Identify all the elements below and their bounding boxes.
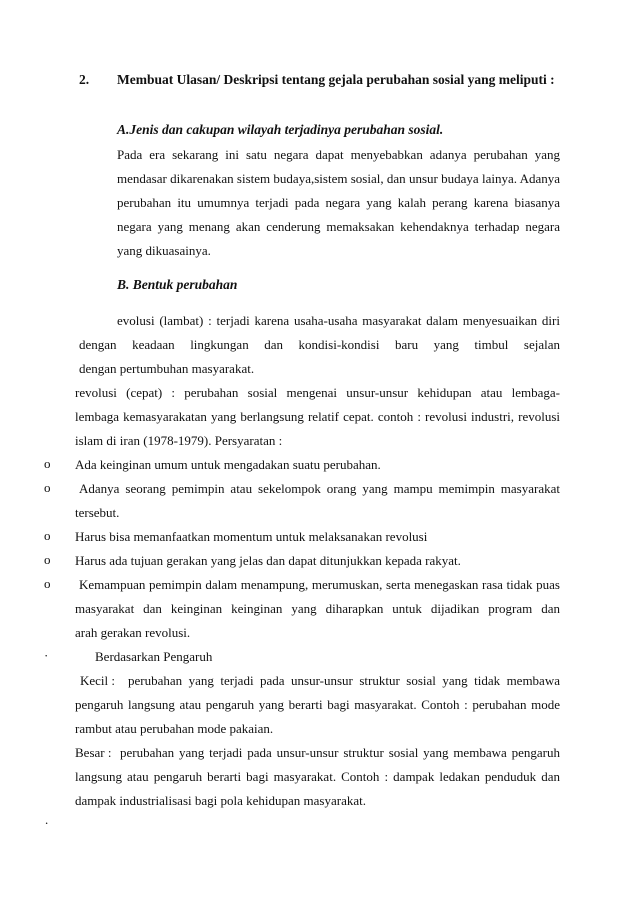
requirement-line: Adanya seorang pemimpin atau sekelompok orang yang mampu memimpin masyarakat [79, 481, 560, 496]
bullet-marker: o [44, 552, 51, 567]
evolusi-line: evolusi (lambat) : terjadi karena usaha-usaha masyarakat dalam menyesuaikan diri [117, 313, 560, 328]
evolusi-line: dengan pertumbuhan masyarakat. [79, 361, 255, 376]
section-a-line: yang dikuasainya. [117, 243, 211, 258]
besar-line: langsung atau pengaruh berarti bagi masyarakat. Contoh : dampak ledakan penduduk dan [75, 769, 560, 784]
kecil-line: pengaruh langsung atau pengaruh yang berarti bagi masyarakat. Contoh : perubahan mode [75, 697, 560, 712]
kecil-label: Kecil : [80, 673, 116, 688]
kecil-line: perubahan yang terjadi pada unsur-unsur struktur sosial yang tidak membawa [128, 673, 560, 688]
section-a-title: A.Jenis dan cakupan wilayah terjadinya perubahan sosial. [117, 122, 444, 137]
requirement-line: Kemampuan pemimpin dalam menampung, merumuskan, serta menegaskan rasa tidak puas [79, 577, 560, 592]
revolusi-line: islam di iran (1978-1979). Persyaratan : [75, 433, 283, 448]
requirement-line: arah gerakan revolusi. [75, 625, 191, 640]
evolusi-line: dengan keadaan lingkungan dan kondisi-kondisi baru yang timbul sejalan [79, 337, 560, 352]
section-a-line: perubahan itu umumnya terjadi pada negara yang kalah perang karena biasanya [117, 195, 560, 210]
section-b-title: B. Bentuk perubahan [117, 277, 238, 292]
bullet-marker: · [44, 648, 49, 663]
section-a-line: mendasar dikarenakan sistem budaya,sistem sosial, dan unsur budaya lainya. Adanya [117, 171, 560, 186]
pengaruh-title: Berdasarkan Pengaruh [95, 649, 213, 664]
end-marker: . [45, 812, 49, 827]
kecil-line: rambut atau perubahan mode pakaian. [75, 721, 274, 736]
bullet-marker: o [44, 576, 51, 591]
section-a-line: negara yang menang akan cenderung memaksakan kehendaknya terhadap negara [117, 219, 560, 234]
besar-line: perubahan yang terjadi pada unsur-unsur struktur sosial yang membawa pengaruh [120, 745, 560, 760]
heading-title: Membuat Ulasan/ Deskripsi tentang gejala perubahan sosial yang meliputi : [117, 72, 555, 87]
requirement-line: Harus ada tujuan gerakan yang jelas dan dapat ditunjukkan kepada rakyat. [75, 553, 461, 568]
besar-label: Besar : [75, 745, 112, 760]
requirement-line: Ada keinginan umum untuk mengadakan suatu perubahan. [75, 457, 381, 472]
section-a-line: Pada era sekarang ini satu negara dapat menyebabkan adanya perubahan yang [117, 147, 560, 162]
heading-number: 2. [79, 72, 90, 87]
requirement-line: masyarakat dan keinginan keinginan yang diharapkan untuk dijadikan program dan [75, 601, 560, 616]
bullet-marker: o [44, 456, 51, 471]
bullet-marker: o [44, 480, 51, 495]
requirement-line: tersebut. [75, 505, 120, 520]
requirement-line: Harus bisa memanfaatkan momentum untuk melaksanakan revolusi [75, 529, 428, 544]
besar-line: dampak industrialisasi bagi pola kehidupan masyarakat. [75, 793, 366, 808]
revolusi-line: lembaga kemasyarakatan yang berlangsung relatif cepat. contoh : revolusi industri, revolusi [75, 409, 560, 424]
bullet-marker: o [44, 528, 51, 543]
revolusi-line: revolusi (cepat) : perubahan sosial mengenai unsur-unsur kehidupan atau lembaga- [75, 385, 560, 400]
